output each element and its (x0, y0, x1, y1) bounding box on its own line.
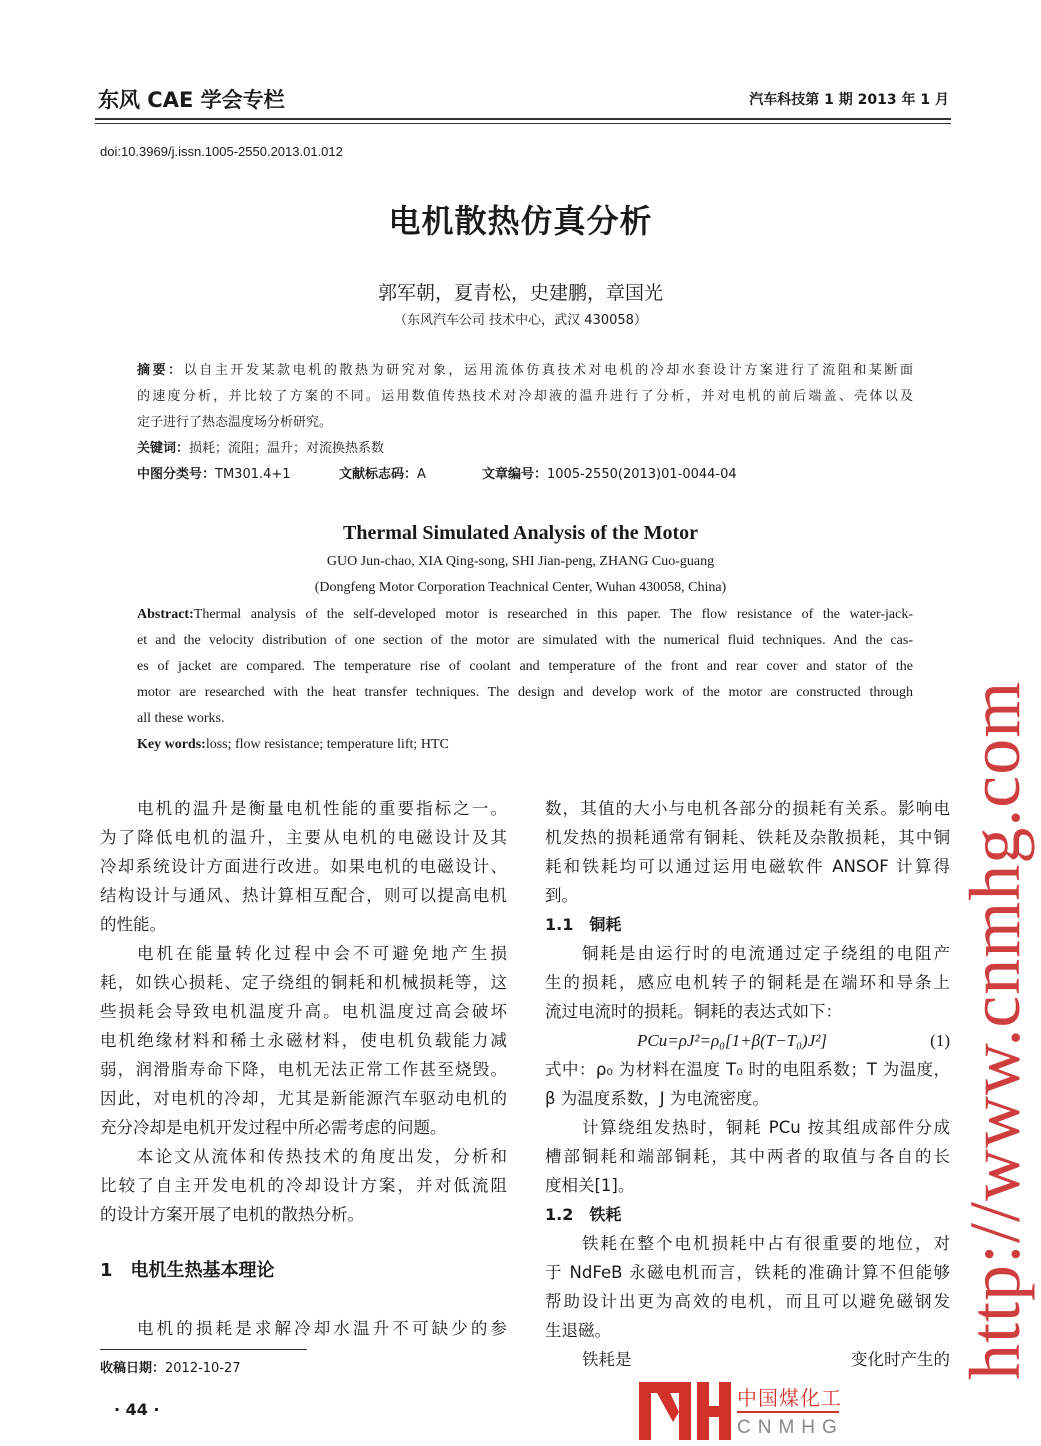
text-line: 电机的温升是衡量电机性能的重要指标之一。 (137, 799, 507, 818)
doc-code: A (417, 467, 426, 482)
english-authors: GUO Jun-chao, XIA Qing-song, SHI Jian-peng, ZHANG Cuo-guang (326, 554, 715, 569)
equation-number: (1) (930, 1031, 950, 1050)
text-line: 本论文从流体和传热技术的角度出发，分析和 (137, 1147, 507, 1166)
affiliation: （东风汽车公司 技术中心，武汉 430058） (394, 313, 647, 328)
keywords-line (137, 732, 913, 758)
logo-text-cn: 中国煤化工 (737, 1386, 842, 1410)
text-line: 的性能。 (100, 915, 166, 934)
watermark: http://www.cnmhg.com (955, 680, 1035, 1380)
abstract-label: Abstract: (137, 607, 194, 622)
text-line: 式中：ρ₀ 为材料在温度 T₀ 时的电阻系数；T 为温度， (545, 1060, 950, 1079)
abstract-line: 的速度分析，并比较了方案的不同。运用数值传热技术对冷却液的温升进行了分析，并对电机的前后端盖、壳体以及 (137, 389, 913, 404)
header-rule-top (95, 118, 951, 120)
received-date-line (100, 1357, 241, 1376)
subsection-heading: 1.2 铁耗 (545, 1205, 622, 1224)
text-line: 铁耗在整个电机损耗中占有很重要的地位，对 (582, 1234, 950, 1253)
text-line: 冷却系统设计方面进行改进。如果电机的电磁设计、 (100, 857, 507, 876)
abstract-label: 摘要： (137, 363, 184, 378)
classification-line (137, 462, 913, 488)
column-name: 东风 CAE 学会专栏 (98, 88, 285, 112)
paragraph (100, 1314, 507, 1343)
abstract-line: all these works. (137, 711, 225, 726)
text-line: 因此，对电机的冷却，尤其是新能源汽车驱动电机的 (100, 1089, 507, 1108)
paragraph (545, 1055, 950, 1113)
paragraph (545, 1229, 950, 1345)
keywords: 损耗；流阻；温升；对流换热系数 (189, 441, 385, 456)
abstract-line: es of jacket are compared. The temperature rise of coolant and temperature of the front and rear cover and stator of the (137, 659, 913, 674)
clc-label: 中图分类号： (137, 467, 216, 482)
chinese-abstract (137, 358, 913, 488)
logo-text-en: CNMHG (737, 1417, 844, 1438)
text-line: 数，其值的大小与电机各部分的损耗有关系。影响电 (545, 799, 950, 818)
text-line: 生退磁。 (545, 1321, 611, 1340)
header-rule-bottom (95, 123, 951, 124)
text-line: 度相关[1]。 (545, 1176, 635, 1195)
keywords-label: 关键词： (137, 441, 190, 456)
abstract-line (137, 602, 913, 628)
abstract-text: Thermal analysis of the self-developed motor is researched in this paper. The flow resistance of the water-jack- (193, 607, 913, 622)
doi: doi:10.3969/j.issn.1005-2550.2013.01.012 (100, 144, 343, 159)
page-number: · 44 · (114, 1400, 160, 1419)
text-line: 帮助设计出更为高效的电机，而且可以避免磁钢发 (545, 1292, 950, 1311)
text-line: 耗和铁耗均可以通过运用电磁软件 ANSOF 计算得 (545, 857, 950, 876)
paragraph (545, 794, 950, 910)
left-column (100, 794, 507, 1343)
text-line (545, 1345, 950, 1374)
text-line: 电机在能量转化过程中会不可避免地产生损 (137, 944, 507, 963)
authors: 郭军朝，夏青松，史建鹏，章国光 (377, 282, 663, 304)
text-line: 耗，如铁心损耗、定子绕组的铜耗和机械损耗等，这 (100, 973, 507, 992)
footnote-rule (100, 1349, 307, 1350)
text-line: 电机绝缘材料和稀土永磁材料，使电机负载能力减 (100, 1031, 507, 1050)
right-column (545, 794, 950, 1374)
paragraph (545, 939, 950, 1026)
text-line: 槽部铜耗和端部铜耗，其中两者的取值与各自的长 (545, 1147, 950, 1166)
keywords-line (137, 436, 913, 462)
text-fragment: 变化时产生的 (851, 1350, 950, 1369)
received-label: 收稿日期： (100, 1361, 166, 1376)
subsection-heading: 1.1 铜耗 (545, 915, 622, 934)
text-line: 弱，润滑脂寿命下降，电机无法正常工作甚至烧毁。 (100, 1060, 507, 1079)
text-line: 比较了自主开发电机的冷却设计方案，并对低流阻 (100, 1176, 507, 1195)
article-no: 1005-2550(2013)01-0044-04 (547, 467, 737, 482)
english-affiliation: (Dongfeng Motor Corporation Teachnical Center, Wuhan 430058, China) (314, 580, 727, 595)
page-title: 电机散热仿真分析 (388, 202, 653, 240)
keywords: loss; flow resistance; temperature lift; HTC (205, 737, 449, 752)
paragraph (545, 1113, 950, 1200)
text-line: 生的损耗，感应电机转子的铜耗是在端环和导条上 (545, 973, 950, 992)
article-no-label: 文章编号： (482, 467, 548, 482)
equation (545, 1026, 950, 1055)
text-line: 于 NdFeB 永磁电机而言，铁耗的准确计算不但能够 (545, 1263, 950, 1282)
mh-logo-icon (639, 1382, 731, 1440)
cnmhg-logo (633, 1380, 855, 1442)
section-heading: 1 电机生热基本理论 (100, 1260, 275, 1281)
equation-expression: PCu=ρJ²=ρ₀[1+β(T−T₀)J²] (637, 1031, 827, 1050)
text-line: β 为温度系数，J 为电流密度。 (545, 1089, 769, 1108)
text-line: 的设计方案开展了电机的散热分析。 (100, 1205, 364, 1224)
text-line: 计算绕组发热时，铜耗 PCu 按其组成部件分成 (582, 1118, 950, 1137)
text-line: 电机的损耗是求解冷却水温升不可缺少的参 (137, 1319, 507, 1338)
logo-divider (737, 1411, 839, 1413)
text-line: 流过电流时的损耗。铜耗的表达式如下： (545, 1002, 842, 1021)
abstract-line: motor are researched with the heat transfer techniques. The design and develop work of the motor are constructed through (137, 685, 913, 700)
received-date: 2012-10-27 (165, 1361, 241, 1376)
text-line: 机发热的损耗通常有铜耗、铁耗及杂散损耗，其中铜 (545, 828, 950, 847)
text-line: 充分冷却是电机开发过程中所必需考虑的问题。 (100, 1118, 447, 1137)
text-line: 结构设计与通风、热计算相互配合，则可以提高电机 (100, 886, 507, 905)
text-line: 为了降低电机的温升，主要从电机的电磁设计及其 (100, 828, 507, 847)
text-line: 些损耗会导致电机温度升高。电机温度过高会破坏 (100, 1002, 507, 1021)
abstract-line: 定子进行了热态温度场分析研究。 (137, 415, 333, 430)
text-fragment: 铁耗是 (582, 1350, 632, 1369)
english-abstract (137, 602, 913, 758)
paragraph (100, 939, 507, 1142)
english-title: Thermal Simulated Analysis of the Motor (343, 522, 698, 544)
text-line: 到。 (545, 886, 578, 905)
clc: TM301.4+1 (215, 467, 291, 482)
abstract-text: 以自主开发某款电机的散热为研究对象，运用流体仿真技术对电机的冷却水套设计方案进行了流阻和某断面 (183, 363, 913, 378)
doc-code-label: 文献标志码： (339, 467, 418, 482)
abstract-line: et and the velocity distribution of one section of the motor are simulated with the numerical fluid techniques. And the cas- (137, 633, 913, 648)
paragraph (100, 794, 507, 939)
text-line: 铜耗是由运行时的电流通过定子绕组的电阻产 (582, 944, 950, 963)
abstract-line (137, 358, 913, 384)
paragraph (100, 1142, 507, 1229)
journal-issue: 汽车科技第 1 期 2013 年 1 月 (749, 92, 949, 108)
keywords-label: Key words: (137, 737, 206, 752)
